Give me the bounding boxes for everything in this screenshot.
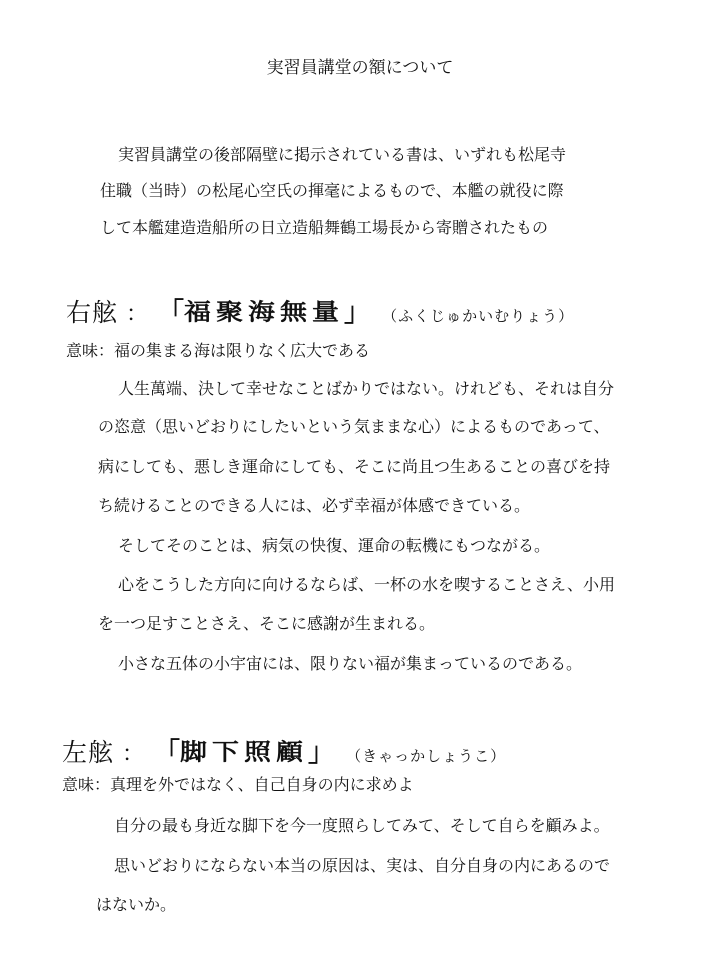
left-body-line-3: はないか。 — [96, 895, 177, 914]
right-close-bracket: 」 — [344, 298, 371, 328]
intro-line-2: 住職（当時）の松尾心空氏の揮毫によるもので、本艦の就役に際 — [100, 181, 564, 200]
right-body-line-2: の恣意（思いどおりにしたいという気ままな心）によるものであって、 — [98, 417, 610, 436]
page-title: 実習員講堂の額について — [266, 58, 454, 78]
right-body-line-4: ち続けることのできる人には、必ず幸福が体感できている。 — [98, 496, 531, 515]
intro-line-3: して本艦建造造船所の日立造船舞鶴工場長から寄贈されたもの — [100, 218, 549, 237]
left-reading: （きゃっかしょうこ） — [346, 747, 507, 765]
right-open-bracket: 「 — [158, 298, 185, 328]
right-body-line-1: 人生萬端、決して幸せなことばかりではない。けれども、それは自分 — [118, 379, 615, 398]
right-calligraphy: 福聚海無量 — [184, 298, 345, 326]
right-meaning: 意味：福の集まる海は限りなく広大である — [66, 341, 371, 360]
right-colon: ： — [126, 302, 149, 327]
left-meaning: 意味：真理を外ではなく、自己自身の内に求めよ — [62, 775, 414, 794]
right-body-line-8: 小さな五体の小宇宙には、限りない福が集まっているのである。 — [118, 654, 583, 673]
left-calligraphy: 脚下照顧 — [180, 738, 309, 766]
right-body-line-6: 心をこうした方向に向けるならば、一杯の水を喫することさえ、小用 — [118, 575, 615, 594]
left-heading — [62, 730, 506, 769]
right-body-line-5: そしてそのことは、病気の快復、運命の転機にもつながる。 — [118, 536, 551, 555]
right-reading: （ふくじゅかいむりょう） — [382, 307, 575, 325]
left-close-bracket: 」 — [308, 738, 335, 768]
left-body-line-2: 思いどおりにならない本当の原因は、実は、自分自身の内にあるので — [114, 856, 611, 875]
right-body-line-7: を一つ足すことさえ、そこに感謝が生まれる。 — [98, 614, 435, 633]
intro-line-1: 実習員講堂の後部隔壁に掲示されている書は、いずれも松尾寺 — [118, 145, 567, 164]
right-body-line-3: 病にしても、悪しき運命にしても、そこに尚且つ生あることの喜びを持 — [98, 457, 611, 476]
left-side-label: 左舷 — [62, 738, 115, 767]
left-open-bracket: 「 — [154, 738, 181, 768]
right-side-label: 右舷 — [66, 298, 119, 327]
left-body-line-1: 自分の最も身近な脚下を今一度照らしてみて、そして自らを顧みよ。 — [114, 816, 610, 835]
left-colon: ： — [122, 742, 145, 767]
right-heading — [66, 290, 574, 329]
